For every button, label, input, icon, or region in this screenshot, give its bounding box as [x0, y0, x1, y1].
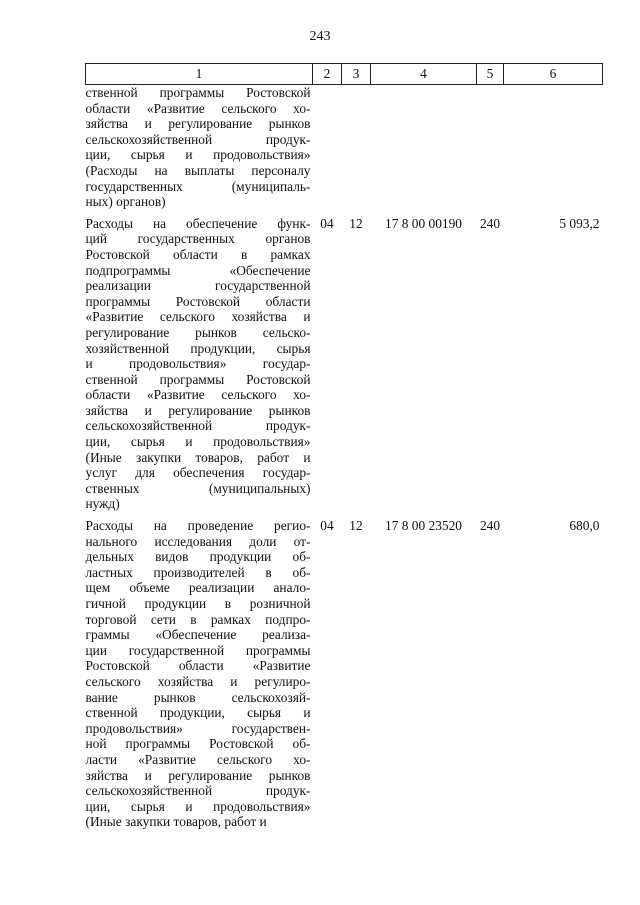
row-section [313, 85, 342, 210]
header-col-3: 3 [342, 64, 371, 85]
description-line: дельных видов продукции об- [85, 549, 311, 565]
row-amount: 680,0 [569, 518, 600, 534]
row-section: 04 [320, 518, 334, 534]
description-line: зяйства и регулирование рынков [85, 767, 311, 783]
header-col-6: 6 [504, 64, 603, 85]
description-line: (Расходы на выплаты персоналу [85, 162, 311, 178]
description-line: ции, сырья и продовольствия» [85, 798, 311, 814]
description-line: хозяйственной продукции, сырья [85, 340, 311, 356]
description-line: (Иные закупки товаров, работ и [85, 814, 267, 830]
table-header [86, 64, 603, 85]
description-line: ной программы Ростовской об- [85, 736, 311, 752]
header-col-2: 2 [313, 64, 342, 85]
row-amount [504, 85, 603, 210]
row-target-code [371, 85, 477, 210]
description-line: программы Ростовской области [85, 293, 311, 309]
description-line: ластных производителей в об- [85, 564, 311, 580]
row-description [86, 512, 313, 830]
description-line: подпрограммы «Обеспечение [85, 262, 311, 278]
description-line: ции, сырья и продовольствия» [85, 147, 311, 163]
row-expense-type: 240 [479, 215, 501, 231]
description-line: ственной программы Ростовской [85, 371, 311, 387]
description-line: ции государственной программы [85, 642, 311, 658]
description-line: государственных (муниципаль- [85, 178, 311, 194]
description-line: Расходы на проведение регио- [85, 518, 311, 534]
description-line: граммы «Обеспечение реализа- [85, 627, 311, 643]
description-line: ций государственных органов [85, 231, 311, 247]
description-line: зяйства и регулирование рынков [85, 402, 311, 418]
description-line: гичной продукции в розничной [85, 596, 311, 611]
description-line: области «Развитие сельского хо- [85, 100, 311, 116]
description-line: услуг для обеспечения государ- [85, 465, 311, 481]
page-number: 243 [309, 29, 331, 44]
description-line: щем объеме реализации анало- [85, 580, 311, 596]
description-line: Ростовской области «Развитие [85, 658, 311, 674]
row-subsection: 12 [349, 215, 363, 231]
row-target-code: 17 8 00 23520 [385, 518, 462, 534]
table-row [86, 85, 603, 210]
description-line: ственной продукции, сырья и [85, 705, 311, 721]
header-col-5: 5 [477, 64, 504, 85]
description-line: ственных (муниципальных) [85, 480, 311, 496]
table-row [86, 512, 603, 830]
description-line: сельскохозяйственной продук- [85, 131, 311, 147]
header-row [86, 64, 603, 85]
row-expense-type: 240 [479, 518, 501, 534]
row-subsection [342, 85, 371, 210]
row-amount: 5 093,2 [559, 215, 600, 231]
description-line: Ростовской области в рамках [85, 246, 311, 262]
description-line: нального исследования доли от- [85, 533, 311, 549]
header-col-4: 4 [371, 64, 477, 85]
description-line: области «Развитие сельского хо- [85, 387, 311, 403]
description-line: зяйства и регулирование рынков [85, 116, 311, 132]
header-col-1: 1 [86, 64, 313, 85]
description-line: «Развитие сельского хозяйства и [85, 309, 311, 325]
table-body [86, 85, 603, 830]
budget-table [85, 63, 603, 830]
description-line: продовольствия» государствен- [85, 720, 311, 736]
row-expense-type [477, 85, 504, 210]
description-line: нужд) [85, 496, 120, 512]
table-row [86, 210, 603, 512]
description-line: ласти «Развитие сельского хо- [85, 751, 311, 767]
description-line: вание рынков сельскохозяй- [85, 689, 311, 705]
description-line: (Иные закупки товаров, работ и [85, 449, 311, 465]
description-line: торговой сети в рамках подпро- [85, 611, 311, 627]
row-description [86, 210, 313, 512]
description-line: ственной программы Ростовской [85, 85, 311, 100]
row-description [86, 85, 313, 210]
description-line: реализации государственной [85, 278, 311, 294]
row-target-code: 17 8 00 00190 [385, 215, 462, 231]
row-section: 04 [320, 215, 334, 231]
description-line: ных) органов) [85, 194, 166, 210]
description-line: и продовольствия» государ- [85, 356, 311, 372]
description-line: сельскохозяйственной продук- [85, 418, 311, 434]
description-line: сельскохозяйственной продук- [85, 783, 311, 799]
description-line: ции, сырья и продовольствия» [85, 434, 311, 450]
description-line: сельского хозяйства и регулиро- [85, 673, 311, 689]
description-line: Расходы на обеспечение функ- [85, 215, 311, 231]
row-subsection: 12 [349, 518, 363, 534]
description-line: регулирование рынков сельско- [85, 324, 311, 340]
